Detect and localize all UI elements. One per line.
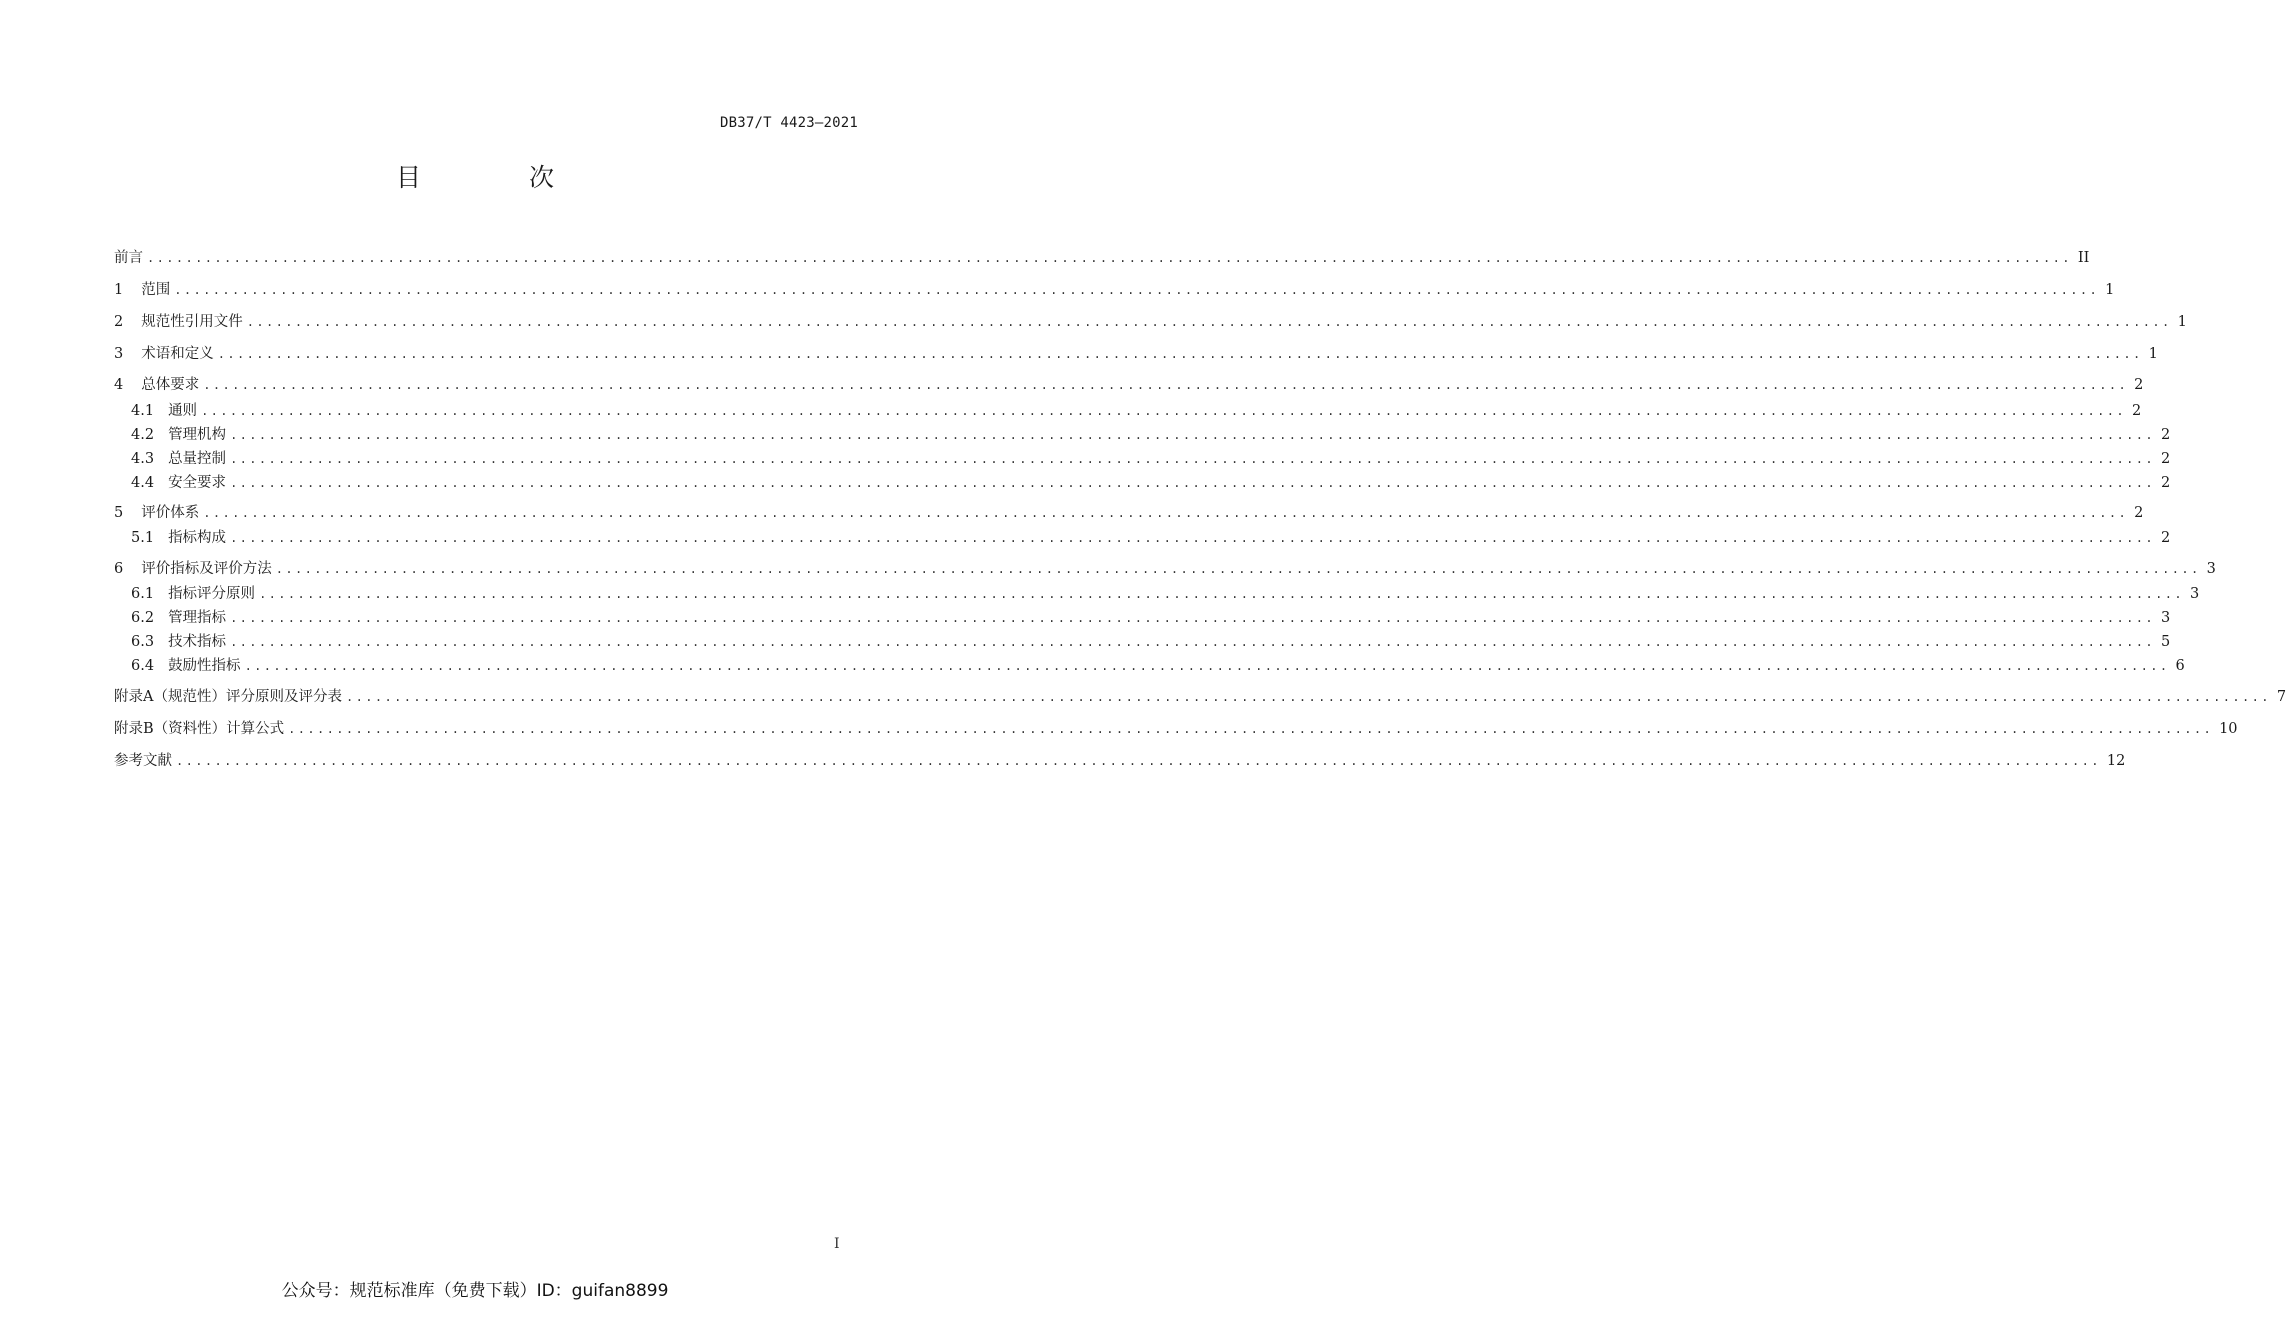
toc-entry-number: 6.4 [131, 658, 155, 674]
toc-entry-label: 术语和定义 [141, 346, 214, 362]
toc-entry-number: 4 [114, 377, 124, 393]
toc-entry-page: 7 [2276, 689, 2286, 705]
toc-dot-leader: ........................................................................................................................................................................................................ [345, 690, 2271, 704]
toc-entry-number: 6.2 [131, 610, 155, 626]
toc-dot-leader: ........................................................................................................................................................................................................ [203, 378, 2129, 392]
toc-entry[interactable] [114, 245, 2090, 267]
toc-entry-page: 12 [2106, 753, 2126, 769]
toc-entry-label: 管理指标 [168, 610, 227, 626]
toc-entry-page: 2 [2160, 427, 2171, 443]
toc-entry-label: 范围 [141, 282, 171, 298]
footer-watermark-text: 公众号：规范标准库（免费下载）ID：guifan8899 [281, 1281, 669, 1301]
toc-entry[interactable] [131, 446, 2171, 468]
toc-dot-leader: ........................................................................................................................................................................................................ [203, 506, 2129, 520]
toc-entry[interactable] [131, 422, 2171, 444]
toc-entry[interactable] [131, 581, 2200, 603]
toc-entry-page: 1 [2105, 282, 2115, 298]
toc-entry[interactable] [114, 748, 2126, 770]
toc-entry-page: 3 [2160, 610, 2171, 626]
toc-dot-leader: ........................................................................................................................................................................................................ [230, 428, 2155, 442]
toc-entry[interactable] [114, 716, 2238, 738]
toc-entry-page: II [2077, 250, 2090, 266]
toc-entry-label: 前言 [114, 250, 143, 266]
toc-entry-page: 2 [2160, 451, 2171, 467]
toc-entry-label: 管理机构 [168, 427, 227, 443]
toc-entry[interactable] [131, 525, 2171, 547]
toc-entry-page: 1 [2148, 346, 2158, 362]
toc-dot-leader: ........................................................................................................................................................................................................ [230, 531, 2155, 545]
toc-entry[interactable] [114, 684, 2286, 706]
toc-entry-page: 2 [2134, 377, 2144, 393]
toc-dot-leader: ........................................................................................................................................................................................................ [201, 404, 2126, 418]
toc-entry[interactable] [131, 629, 2171, 651]
toc-entry-page: 3 [2189, 586, 2200, 602]
toc-entry-number: 4.4 [131, 475, 155, 491]
toc-entry-label: 评价指标及评价方法 [141, 561, 272, 577]
toc-entry-label: 通则 [168, 403, 198, 419]
toc-entry[interactable] [131, 398, 2142, 420]
page-title: 目 次 [396, 163, 604, 192]
toc-dot-leader: ........................................................................................................................................................................................................ [176, 754, 2101, 768]
toc-dot-leader: ........................................................................................................................................................................................................ [230, 635, 2155, 649]
toc-entry-page: 2 [2131, 403, 2142, 419]
toc-dot-leader: ........................................................................................................................................................................................................ [147, 251, 2072, 265]
toc-entry-label: 指标评分原则 [168, 586, 256, 602]
toc-entry[interactable] [131, 653, 2185, 675]
toc-entry-page: 2 [2134, 505, 2144, 521]
toc-dot-leader: ........................................................................................................................................................................................................ [288, 722, 2214, 736]
toc-entry-label: 安全要求 [168, 475, 227, 491]
toc-entry-number: 6.3 [131, 634, 155, 650]
toc-dot-leader: ........................................................................................................................................................................................................ [217, 347, 2143, 361]
page-number: I [834, 1236, 840, 1252]
toc-entry-page: 1 [2177, 314, 2187, 330]
toc-dot-leader: ........................................................................................................................................................................................................ [244, 659, 2170, 673]
toc-entry-number: 5 [114, 505, 124, 521]
toc-dot-leader: ........................................................................................................................................................................................................ [230, 452, 2155, 466]
toc-entry-page: 5 [2160, 634, 2171, 650]
toc-dot-leader: ........................................................................................................................................................................................................ [259, 587, 2184, 601]
toc-entry-page: 10 [2219, 721, 2238, 737]
toc-entry-page: 2 [2160, 530, 2171, 546]
toc-entry-label: 规范性引用文件 [141, 314, 243, 330]
toc-entry-page: 2 [2160, 475, 2171, 491]
toc-entry-number: 4.1 [131, 403, 155, 419]
toc-entry-number: 2 [114, 314, 124, 330]
toc-entry-number: 3 [114, 346, 124, 362]
toc-entry-label: 附录A（规范性）评分原则及评分表 [114, 689, 342, 705]
toc-entry[interactable] [114, 277, 2115, 299]
toc-entry-label: 附录B（资料性）计算公式 [114, 721, 285, 737]
toc-dot-leader: ........................................................................................................................................................................................................ [174, 283, 2100, 297]
toc-dot-leader: ........................................................................................................................................................................................................ [230, 476, 2155, 490]
toc-entry-label: 总量控制 [168, 451, 227, 467]
toc-entry-label: 评价体系 [141, 505, 200, 521]
toc-entry[interactable] [114, 341, 2158, 363]
toc-entry-page: 6 [2175, 658, 2185, 674]
toc-entry[interactable] [114, 500, 2144, 522]
toc-entry[interactable] [114, 372, 2144, 394]
toc-dot-leader: ........................................................................................................................................................................................................ [246, 315, 2172, 329]
toc-entry-page: 3 [2206, 561, 2216, 577]
toc-entry[interactable] [131, 470, 2171, 492]
toc-dot-leader: ........................................................................................................................................................................................................ [230, 611, 2155, 625]
toc-entry-label: 技术指标 [168, 634, 227, 650]
toc-entry-label: 鼓励性指标 [168, 658, 241, 674]
toc-entry[interactable] [114, 309, 2187, 331]
toc-entry[interactable] [114, 556, 2216, 578]
toc-entry-label: 总体要求 [141, 377, 200, 393]
toc-dot-leader: ........................................................................................................................................................................................................ [275, 562, 2201, 576]
toc-entry-number: 4.2 [131, 427, 155, 443]
toc-entry-label: 指标构成 [168, 530, 227, 546]
toc-entry-number: 6 [114, 561, 124, 577]
toc-entry-number: 6.1 [131, 586, 155, 602]
toc-entry-number: 4.3 [131, 451, 155, 467]
toc-entry-label: 参考文献 [114, 753, 172, 769]
standard-code: DB37/T 4423—2021 [719, 115, 858, 131]
toc-entry[interactable] [131, 605, 2171, 627]
toc-entry-number: 5.1 [131, 530, 155, 546]
toc-entry-number: 1 [114, 282, 124, 298]
